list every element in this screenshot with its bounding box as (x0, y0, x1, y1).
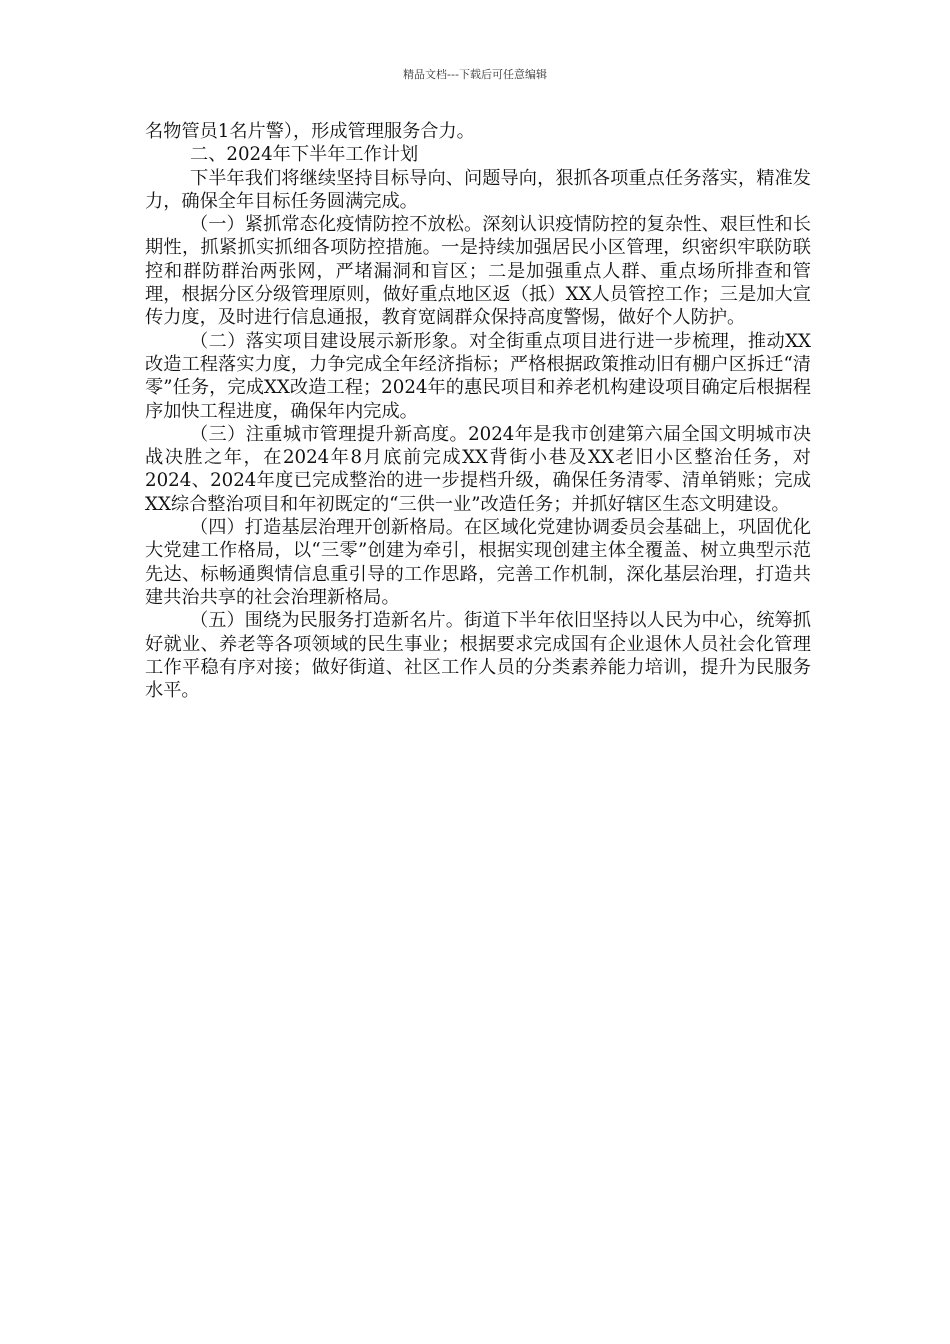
paragraph-item-3: （三）注重城市管理提升新高度。2024年是我市创建第六届全国文明城市决战决胜之年，在2024年8月底前完成XX背街小巷及XX老旧小区整治任务，对2024、2024年度已完成整治的进一步提档升级，确保任务清零、清单销账；完成XX综合整治项目和年初既定的“三供一业”改造任务；并抓好辖区生态文明建设。 (145, 423, 811, 515)
paragraph-item-4: （四）打造基层治理开创新格局。在区域化党建协调委员会基础上，巩固优化大党建工作格局，以“三零”创建为牵引，根据实现创建主体全覆盖、树立典型示范先达、标畅通舆情信息重引导的工作思路，完善工作机制，深化基层治理，打造共建共治共享的社会治理新格局。 (145, 517, 811, 608)
paragraph-item-2: （二）落实项目建设展示新形象。对全街重点项目进行进一步梳理，推动XX改造工程落实力度，力争完成全年经济指标；严格根据政策推动旧有棚户区拆迁“清零”任务，完成XX改造工程；2024年的惠民项目和养老机构建设项目确定后根据程序加快工程进度，确保年内完成。 (145, 330, 811, 422)
page-header: 精品文档---下载后可任意编辑 (403, 68, 547, 81)
paragraph-intro: 下半年我们将继续坚持目标导向、问题导向，狠抓各项重点任务落实，精准发力，确保全年目标任务圆满完成。 (145, 167, 811, 212)
document-body (145, 120, 811, 702)
paragraph-item-1: （一）紧抓常态化疫情防控不放松。深刻认识疫情防控的复杂性、艰巨性和长期性，抓紧抓实抓细各项防控措施。一是持续加强居民小区管理，织密织牢联防联控和群防群治两张网，严堵漏洞和盲区；二是加强重点人群、重点场所排查和管理，根据分区分级管理原则，做好重点地区返（抵）XX人员管控工作；三是加大宣传力度，及时进行信息通报，教育宽阔群众保持高度警惕，做好个人防护。 (145, 214, 811, 329)
paragraph-item-5: （五）围绕为民服务打造新名片。街道下半年依旧坚持以人民为中心，统筹抓好就业、养老等各项领域的民生事业；根据要求完成国有企业退休人员社会化管理工作平稳有序对接；做好街道、社区工作人员的分类素养能力培训，提升为民服务水平。 (145, 610, 811, 702)
paragraph-continuation: 名物管员1名片警），形成管理服务合力。 (145, 121, 475, 142)
section-heading: 二、2024年下半年工作计划 (190, 144, 419, 166)
